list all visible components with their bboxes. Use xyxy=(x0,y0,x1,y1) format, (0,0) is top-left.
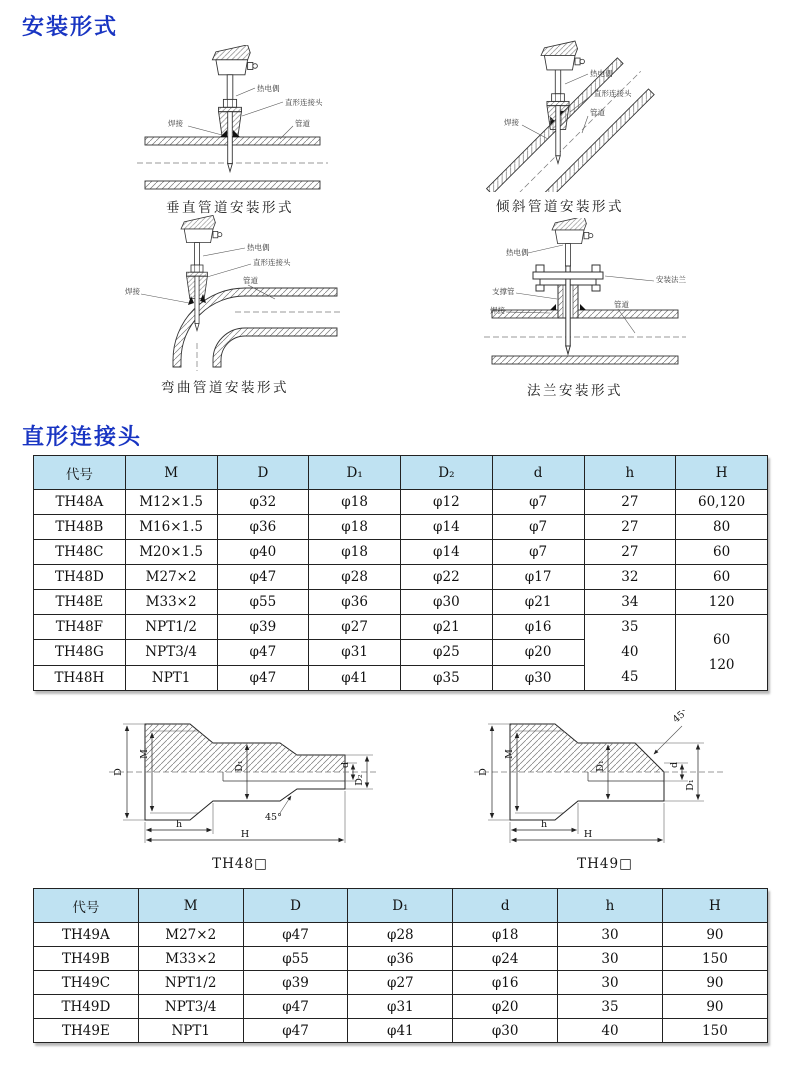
table-row xyxy=(34,490,768,515)
cell: φ16 xyxy=(453,971,558,995)
cell: TH49E xyxy=(34,1019,139,1043)
cell: φ18 xyxy=(453,923,558,947)
column-header: M xyxy=(138,889,243,923)
cell: TH48F xyxy=(34,615,126,640)
cell: 34 xyxy=(584,590,676,615)
diagram-caption: 法兰安装形式 xyxy=(527,383,623,399)
cell: TH48C xyxy=(34,540,126,565)
table-row xyxy=(34,923,768,947)
cell: φ25 xyxy=(401,640,493,665)
cell: 60 xyxy=(676,540,768,565)
flange-bolt xyxy=(592,265,600,272)
cell: M27×2 xyxy=(138,923,243,947)
cell: 150 xyxy=(662,947,767,971)
vertical-pipe-drawing xyxy=(90,45,370,193)
thermocouple-head xyxy=(552,218,593,266)
cell: φ36 xyxy=(348,947,453,971)
merged-cell-H xyxy=(676,615,768,691)
label-connector: 直形连接头 xyxy=(594,89,632,98)
thermocouple-device xyxy=(212,45,257,172)
cell: φ27 xyxy=(348,971,453,995)
cell: φ20 xyxy=(453,995,558,1019)
cell: φ22 xyxy=(401,565,493,590)
table-row xyxy=(34,590,768,615)
cell: φ32 xyxy=(217,490,309,515)
cell: 45 xyxy=(621,669,639,685)
th48-profile xyxy=(95,710,385,845)
cell: φ7 xyxy=(492,540,584,565)
diagram-flange-mount xyxy=(430,218,720,399)
cell: 90 xyxy=(662,923,767,947)
cell: NPT3/4 xyxy=(125,640,217,665)
label-weld: 焊接 xyxy=(504,118,519,127)
dim-D: D xyxy=(113,768,124,776)
cell: φ24 xyxy=(453,947,558,971)
cell: NPT1/2 xyxy=(138,971,243,995)
dim-h: h xyxy=(540,819,548,830)
dim-d: d xyxy=(340,761,351,769)
cell: TH48G xyxy=(34,640,126,665)
cell: φ41 xyxy=(348,1019,453,1043)
cell: φ47 xyxy=(243,923,348,947)
th49-spec-table xyxy=(33,888,768,1043)
cell: φ28 xyxy=(348,923,453,947)
header-row xyxy=(34,889,768,923)
label-thermocouple: 热电偶 xyxy=(247,243,270,252)
cell: φ14 xyxy=(401,515,493,540)
cell: φ18 xyxy=(309,540,401,565)
dim-D: D xyxy=(478,768,489,776)
dim-D2: D₂ xyxy=(354,774,365,786)
label-mounting-flange: 安装法兰 xyxy=(656,275,686,284)
label-connector: 直形连接头 xyxy=(253,258,291,267)
dim-H: H xyxy=(583,829,593,840)
column-header: M xyxy=(125,456,217,490)
cell: NPT1/2 xyxy=(125,615,217,640)
column-header: 代号 xyxy=(34,889,139,923)
cell: 30 xyxy=(558,923,663,947)
cell: 27 xyxy=(584,490,676,515)
curved-pipe-drawing xyxy=(85,215,365,373)
diagram-caption: 弯曲管道安装形式 xyxy=(161,380,289,396)
dim-M: M xyxy=(139,749,150,759)
cell: 35 xyxy=(621,619,639,635)
dim-M: M xyxy=(504,749,515,759)
column-header: H xyxy=(676,456,768,490)
column-header: h xyxy=(584,456,676,490)
cell: 120 xyxy=(676,590,768,615)
cell: φ27 xyxy=(309,615,401,640)
label-pipe: 管道 xyxy=(295,119,310,128)
cell: 40 xyxy=(621,644,639,660)
merged-cell-h xyxy=(584,615,676,691)
cell: φ12 xyxy=(401,490,493,515)
cell: φ47 xyxy=(217,665,309,690)
diagram-vertical-pipe xyxy=(90,45,370,216)
cell: φ30 xyxy=(492,665,584,690)
diagram-curved-pipe xyxy=(85,215,365,396)
probe xyxy=(566,279,570,346)
label-thermocouple: 热电偶 xyxy=(257,84,280,93)
column-header: 代号 xyxy=(34,456,126,490)
cell: TH49D xyxy=(34,995,139,1019)
dim-D1: D₁ xyxy=(595,760,606,772)
cell: φ47 xyxy=(217,640,309,665)
cell: NPT1 xyxy=(125,665,217,690)
cell: 35 xyxy=(558,995,663,1019)
column-header: D₁ xyxy=(309,456,401,490)
column-header: d xyxy=(492,456,584,490)
cell: 30 xyxy=(558,971,663,995)
cell: φ18 xyxy=(309,490,401,515)
cell: 40 xyxy=(558,1019,663,1043)
cell: φ16 xyxy=(492,615,584,640)
flange-plate xyxy=(533,272,603,279)
cell: 80 xyxy=(676,515,768,540)
cell: 120 xyxy=(708,656,735,673)
cell: φ47 xyxy=(217,565,309,590)
elbow-inner-wall xyxy=(213,328,337,367)
label-weld: 焊接 xyxy=(125,287,140,296)
label-weld: 焊接 xyxy=(168,119,183,128)
cell: φ30 xyxy=(453,1019,558,1043)
cell: TH49B xyxy=(34,947,139,971)
weld-mark xyxy=(580,304,586,310)
cell: φ7 xyxy=(492,490,584,515)
cell: φ7 xyxy=(492,515,584,540)
dim-angle: 45° xyxy=(670,710,691,726)
label-pipe: 管道 xyxy=(243,276,258,285)
column-header: D xyxy=(217,456,309,490)
cell: M33×2 xyxy=(125,590,217,615)
cell: φ41 xyxy=(309,665,401,690)
th49-dimension-drawing xyxy=(460,710,750,872)
label-thermocouple: 热电偶 xyxy=(506,248,529,257)
table-row xyxy=(34,565,768,590)
table-row xyxy=(34,540,768,565)
dim-D1-right: D₁ xyxy=(685,779,696,791)
cell: φ36 xyxy=(309,590,401,615)
cell: φ20 xyxy=(492,640,584,665)
table-row xyxy=(34,947,768,971)
cell: TH49C xyxy=(34,971,139,995)
section-title-installation: 安装形式 xyxy=(22,14,119,39)
cell: TH49A xyxy=(34,923,139,947)
th49-profile xyxy=(460,710,750,845)
th48-dimension-drawing xyxy=(95,710,385,872)
cell: TH48D xyxy=(34,565,126,590)
drawing-caption: TH49□ xyxy=(577,856,633,872)
flange-bolt xyxy=(536,285,544,291)
drawing-caption: TH48□ xyxy=(212,856,268,872)
cell: 150 xyxy=(662,1019,767,1043)
cell: TH48H xyxy=(34,665,126,690)
dim-H: H xyxy=(240,829,250,840)
table-row xyxy=(34,615,768,640)
cell: M27×2 xyxy=(125,565,217,590)
table-row xyxy=(34,515,768,540)
cell: φ21 xyxy=(401,615,493,640)
cell: φ35 xyxy=(401,665,493,690)
cell: TH48E xyxy=(34,590,126,615)
cell: φ55 xyxy=(243,947,348,971)
column-header: H xyxy=(662,889,767,923)
cell: φ39 xyxy=(243,971,348,995)
cell: 60,120 xyxy=(676,490,768,515)
cell: φ21 xyxy=(492,590,584,615)
column-header: h xyxy=(558,889,663,923)
cell: 90 xyxy=(662,971,767,995)
column-header: D₁ xyxy=(348,889,453,923)
cell: φ36 xyxy=(217,515,309,540)
flange-bolt xyxy=(536,265,544,272)
label-support-tube: 支撑管 xyxy=(492,287,515,296)
column-header: D₂ xyxy=(401,456,493,490)
cell: φ17 xyxy=(492,565,584,590)
cell: NPT1 xyxy=(138,1019,243,1043)
cell: M33×2 xyxy=(138,947,243,971)
label-pipe: 管道 xyxy=(590,108,605,117)
cell: φ14 xyxy=(401,540,493,565)
cell: 27 xyxy=(584,540,676,565)
cell: φ47 xyxy=(243,1019,348,1043)
cell: φ28 xyxy=(309,565,401,590)
cell: φ47 xyxy=(243,995,348,1019)
dim-h: h xyxy=(175,819,183,830)
section-title-connector: 直形连接头 xyxy=(22,424,143,449)
diagram-inclined-pipe xyxy=(420,40,700,215)
label-thermocouple: 热电偶 xyxy=(590,69,613,78)
cell: φ30 xyxy=(401,590,493,615)
cell: TH48A xyxy=(34,490,126,515)
cell: φ39 xyxy=(217,615,309,640)
cell: φ18 xyxy=(309,515,401,540)
cell: 27 xyxy=(584,515,676,540)
dim-D1: D₁ xyxy=(234,760,245,772)
cell: φ55 xyxy=(217,590,309,615)
table-row xyxy=(34,995,768,1019)
cell: 30 xyxy=(558,947,663,971)
cell: φ40 xyxy=(217,540,309,565)
column-header: d xyxy=(453,889,558,923)
inclined-pipe-drawing xyxy=(420,40,700,192)
cell: M16×1.5 xyxy=(125,515,217,540)
label-weld: 焊接 xyxy=(490,306,505,315)
flange-bolt xyxy=(592,285,600,291)
label-pipe: 管道 xyxy=(614,300,629,309)
cell: NPT3/4 xyxy=(138,995,243,1019)
diagram-caption: 倾斜管道安装形式 xyxy=(496,199,624,215)
dim-d: d xyxy=(669,761,680,769)
table-row xyxy=(34,971,768,995)
cell: M20×1.5 xyxy=(125,540,217,565)
cell: 60 xyxy=(676,565,768,590)
cell: M12×1.5 xyxy=(125,490,217,515)
cell: 90 xyxy=(662,995,767,1019)
cell: φ31 xyxy=(309,640,401,665)
weld-mark xyxy=(550,304,556,310)
header-row xyxy=(34,456,768,490)
diagram-caption: 垂直管道安装形式 xyxy=(166,200,294,216)
table-row xyxy=(34,1019,768,1043)
dim-angle: 45° xyxy=(265,812,282,823)
cell: 60 xyxy=(713,631,731,648)
column-header: D xyxy=(243,889,348,923)
flange-mount-drawing xyxy=(430,218,720,376)
th48-spec-table xyxy=(33,455,768,691)
label-connector: 直形连接头 xyxy=(285,98,323,107)
cell: 32 xyxy=(584,565,676,590)
cell: φ31 xyxy=(348,995,453,1019)
cell: TH48B xyxy=(34,515,126,540)
